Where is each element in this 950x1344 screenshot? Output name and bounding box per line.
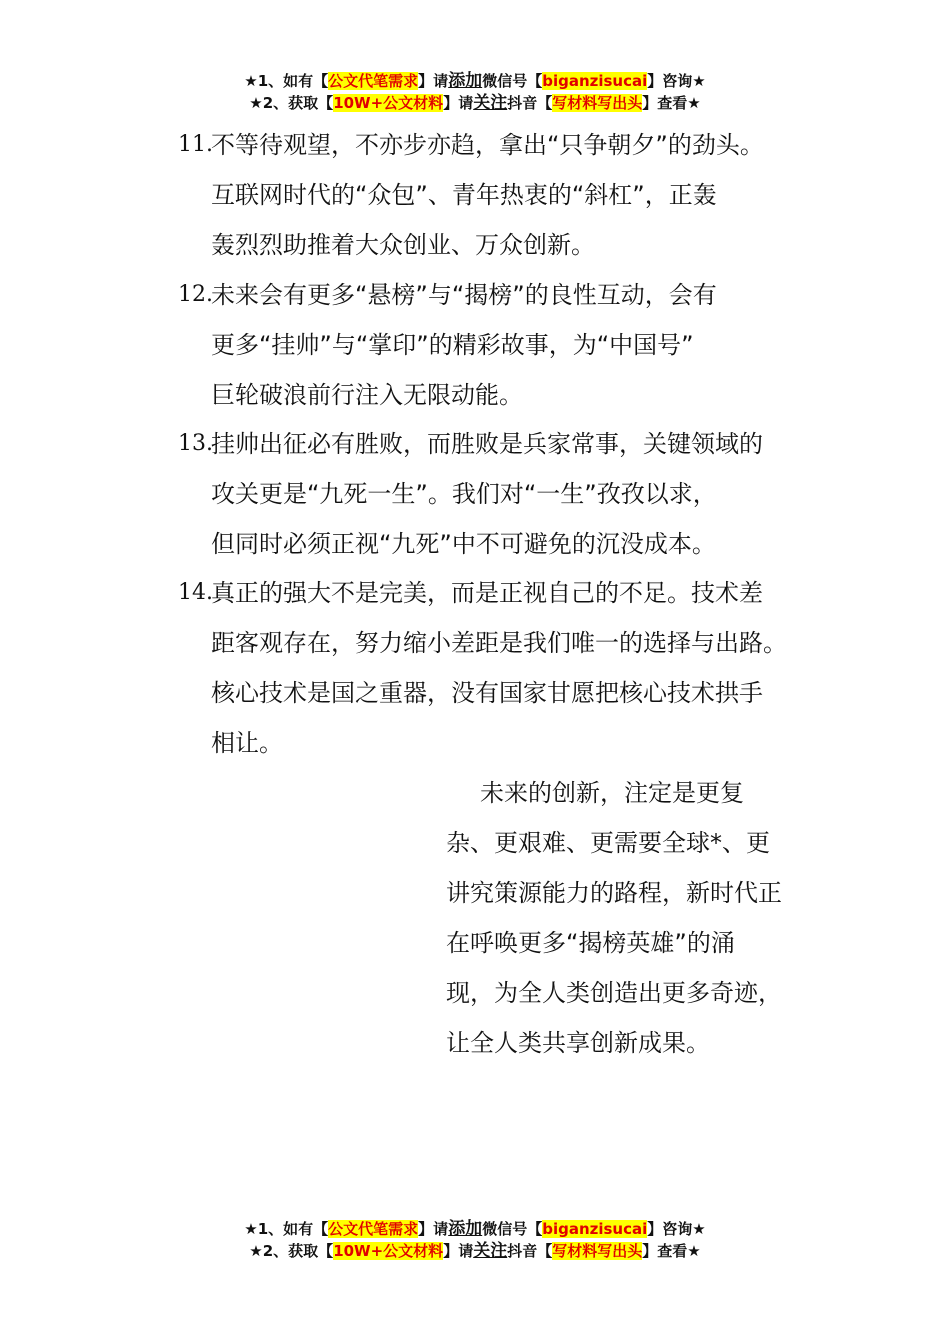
text-line: 在呼唤更多“揭榜英雄”的涌 [446,929,735,957]
banner-text: 微信号【 [482,1220,543,1238]
bottom-banner [0,1218,950,1262]
banner-text: 】咨询★ [647,1220,706,1238]
list-item [178,270,838,420]
banner-text: 】请 [418,1220,449,1238]
item-text [211,120,838,270]
text-line: 挂帅出征必有胜败，而胜败是兵家常事，关键领域的 [211,430,763,458]
text-line: 未来的创新，注定是更复 [480,779,744,807]
banner-emphasis: 添加 [448,1219,483,1239]
banner-wechat-id: biganzisucai [542,1220,648,1238]
banner-emphasis: 关注 [473,1241,508,1261]
text-line: 更多“挂帅”与“掌印”的精彩故事，为“中国号” [211,331,694,359]
banner-emphasis: 添加 [448,71,483,91]
item-text [211,270,838,420]
banner-emphasis: 关注 [473,93,508,113]
item-text [211,419,838,569]
banner-douyin-id: 写材料写出头 [552,1242,643,1260]
text-line: 让全人类共享创新成果。 [446,1029,710,1057]
banner-text: 】请 [443,1242,474,1260]
banner-highlight: 10W+公文材料 [333,94,444,112]
banner-text: 】咨询★ [647,72,706,90]
banner-text: ★2、获取【 [249,1242,334,1260]
list-item [178,568,838,768]
text-line: 现，为全人类创造出更多奇迹， [446,979,782,1007]
item-number: 14. [178,580,213,605]
text-line: 相让。 [211,729,283,757]
item-text [211,568,838,768]
banner-text: ★1、如有【 [244,1220,329,1238]
banner-text: ★2、获取【 [249,94,334,112]
text-line: 但同时必须正视“九死”中不可避免的沉没成本。 [211,530,716,558]
text-line: 轰烈烈助推着大众创业、万众创新。 [211,231,595,259]
banner-highlight: 公文代笔需求 [328,72,419,90]
item-number: 13. [178,431,213,456]
banner-text: 微信号【 [482,72,543,90]
banner-text: 】请 [443,94,474,112]
banner-wechat-id: biganzisucai [542,72,648,90]
text-line: 巨轮破浪前行注入无限动能。 [211,381,523,409]
banner-text: 】请 [418,72,449,90]
banner-line-2 [0,1240,950,1262]
top-banner [0,70,950,114]
text-line: 讲究策源能力的路程，新时代正 [446,879,782,907]
text-line: 攻关更是“九死一生”。我们对“一生”孜孜以求， [211,480,717,508]
banner-text: 抖音【 [507,1242,553,1260]
text-line: 杂、更艰难、更需要全球*、更 [446,829,770,857]
banner-line-2 [0,92,950,114]
banner-text: 抖音【 [507,94,553,112]
text-line: 真正的强大不是完美，而是正视自己的不足。技术差 [211,579,763,607]
list-item [178,120,838,270]
text-line: 不等待观望，不亦步亦趋，拿出“只争朝夕”的劲头。 [211,131,764,159]
text-line: 未来会有更多“悬榜”与“揭榜”的良性互动，会有 [211,281,717,309]
banner-highlight: 公文代笔需求 [328,1220,419,1238]
item-number: 12. [178,282,213,307]
list-item [178,419,838,569]
banner-text: 】查看★ [642,94,701,112]
banner-line-1 [0,1218,950,1240]
text-line: 距客观存在，努力缩小差距是我们唯一的选择与出路。 [211,629,787,657]
text-line: 核心技术是国之重器，没有国家甘愿把核心技术拱手 [211,679,763,707]
banner-douyin-id: 写材料写出头 [552,94,643,112]
banner-highlight: 10W+公文材料 [333,1242,444,1260]
banner-line-1 [0,70,950,92]
banner-text: 】查看★ [642,1242,701,1260]
item-number: 11. [178,132,213,157]
closing-paragraph [446,768,826,1068]
banner-text: ★1、如有【 [244,72,329,90]
text-line: 互联网时代的“众包”、青年热衷的“斜杠”，正轰 [211,181,717,209]
